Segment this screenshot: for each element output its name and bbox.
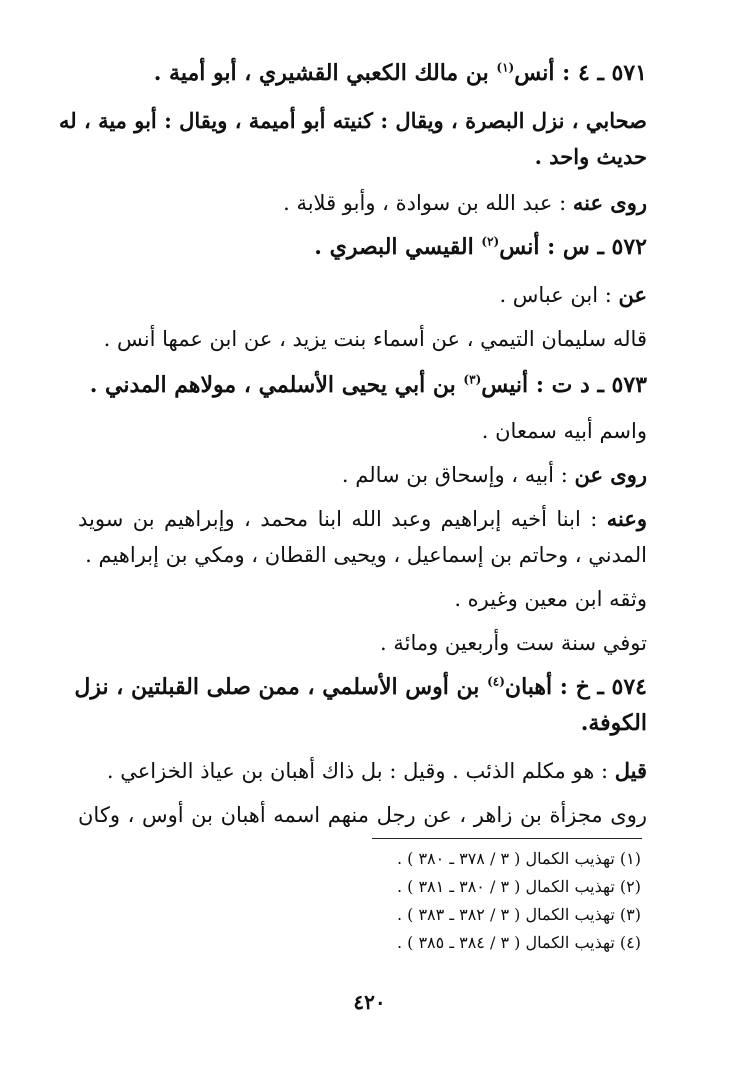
entry-571-title-rest: بن مالك الكعبي القشيري ، أبو أمية . (153, 60, 497, 86)
entry-572-heading (70, 232, 647, 262)
entry-572-from (70, 280, 647, 310)
entry-572-title: ٥٧٢ ـ س : أنس (499, 234, 647, 260)
entry-571-narrators (70, 188, 647, 218)
and-from-him-label: وعنه (606, 506, 647, 531)
entry-573-death: توفي سنة ست وأربعين ومائة . (379, 631, 647, 655)
entry-573-narrated-from (70, 460, 647, 490)
footnote-ref-1: (١) (496, 60, 515, 75)
qil-label: قيل (614, 758, 647, 783)
entry-574-qil (70, 756, 647, 786)
entry-574-title: ٥٧٤ ـ خ : أهبان (504, 674, 647, 700)
footnote-ref-3: (٣) (463, 372, 482, 387)
entry-572-paragraph: قاله سليمان التيمي ، عن أسماء بنت يزيد ، عن ابن عمها أنس . (103, 327, 647, 351)
footnote-divider (372, 838, 642, 839)
entry-574-title-rest: بن أوس الأسلمي ، ممن صلى القبلتين ، نزل (74, 674, 488, 700)
footnote-ref-2: (٢) (481, 234, 500, 249)
qil-text: : هو مكلم الذئب . وقيل : بل ذاك أهبان بن عياذ الخزاعي . (106, 759, 615, 783)
entry-573-father-name: واسم أبيه سمعان . (481, 419, 647, 443)
entry-571-paragraph-line1: صحابي ، نزل البصرة ، ويقال : كنيته أبو أميمة ، ويقال : أبو مية ، له (59, 108, 647, 133)
entry-571-heading (70, 58, 647, 88)
and-from-him-text: : ابنا أخيه إبراهيم وعبد الله ابنا محمد ، وإبراهيم بن سويد (78, 507, 607, 531)
from-text: : ابن عباس . (499, 283, 619, 307)
entry-573-reliability: وثقه ابن معين وغيره . (454, 587, 647, 611)
entry-573-narrators-line1 (78, 504, 647, 534)
entry-574-heading-line2: الكوفة. (580, 710, 647, 736)
footnote-1: (١) تهذيب الكمال ( ٣ / ٣٧٨ ـ ٣٨٠ ) . (396, 849, 641, 868)
entry-572-title-rest: القيسي البصري . (314, 234, 482, 260)
entry-571-paragraph-line2: حديث واحد . (534, 144, 647, 169)
entry-573-title-rest: بن أبي يحيى الأسلمي ، مولاهم المدني . (89, 372, 464, 398)
narrators-text: : عبد الله بن سوادة ، وأبو قلابة . (283, 191, 573, 215)
entry-574-heading (74, 672, 647, 702)
entry-573-heading (70, 370, 647, 400)
entry-574-paragraph: روى مجزأة بن زاهر ، عن رجل منهم اسمه أهبان بن أوس ، وكان (78, 803, 647, 827)
entry-573-title: ٥٧٣ ـ د ت : أنيس (481, 372, 647, 398)
footnote-ref-4: (٤) (487, 674, 505, 689)
from-label: عن (618, 282, 647, 307)
narrated-from-text: : أبيه ، وإسحاق بن سالم . (341, 463, 575, 487)
footnote-3: (٣) تهذيب الكمال ( ٣ / ٣٨٢ ـ ٣٨٣ ) . (396, 905, 641, 924)
entry-573-narrators-line2: المدني ، وحاتم بن إسماعيل ، ويحيى القطان ، ومكي بن إبراهيم . (85, 543, 647, 567)
footnote-2: (٢) تهذيب الكمال ( ٣ / ٣٨٠ ـ ٣٨١ ) . (396, 877, 641, 896)
entry-571-title: ٥٧١ ـ ٤ : أنس (514, 60, 647, 86)
footnote-4: (٤) تهذيب الكمال ( ٣ / ٣٨٤ ـ ٣٨٥ ) . (396, 933, 641, 952)
narrated-from-label: روى عن (574, 462, 647, 487)
page-number: ٤٢٠ (353, 990, 386, 1014)
narrators-label: روى عنه (572, 190, 647, 215)
